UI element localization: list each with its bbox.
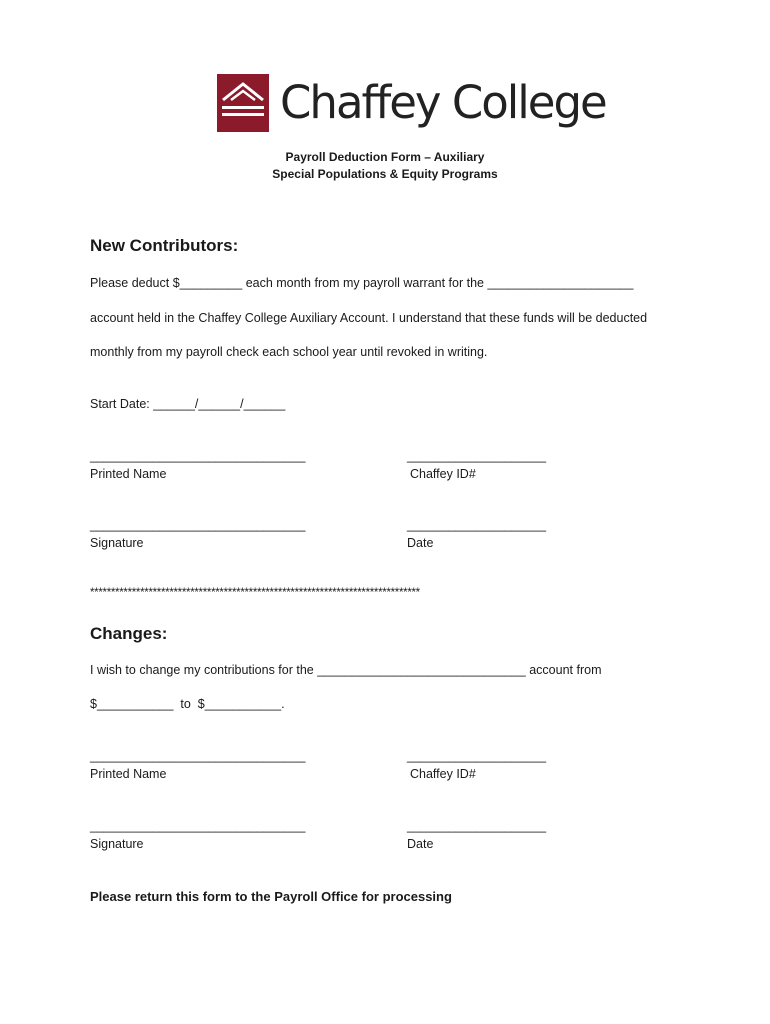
changes-heading: Changes: [90, 624, 168, 643]
separator: ******************************************************************************* [90, 587, 420, 599]
signature-field[interactable]: _______________________________ [90, 819, 306, 833]
date-label: Date [407, 536, 434, 550]
form-title: Payroll Deduction Form – Auxiliary [285, 150, 485, 164]
date-field[interactable]: ____________________ [407, 518, 547, 532]
chaffey-id-label: Chaffey ID# [410, 467, 476, 481]
deduct-line: Please deduct $_________ each month from my payroll warrant for the _____________________ [90, 276, 634, 290]
new-contributors-heading: New Contributors: [90, 236, 239, 255]
signature-label: Signature [90, 837, 144, 851]
change-contributions-line: I wish to change my contributions for the ______________________________ account from [90, 663, 602, 677]
start-date-field[interactable]: Start Date: ______/______/______ [90, 397, 286, 411]
printed-name-field[interactable]: _______________________________ [90, 749, 306, 763]
printed-name-label: Printed Name [90, 767, 167, 781]
date-label: Date [407, 837, 434, 851]
logo-text: Chaffey College [280, 76, 606, 129]
printed-name-field[interactable]: _______________________________ [90, 449, 306, 463]
signature-field[interactable]: _______________________________ [90, 518, 306, 532]
printed-name-label: Printed Name [90, 467, 167, 481]
account-line: account held in the Chaffey College Auxiliary Account. I understand that these funds will be deducted [90, 311, 648, 325]
date-field[interactable]: ____________________ [407, 819, 547, 833]
chaffey-id-field[interactable]: ____________________ [407, 449, 547, 463]
chaffey-id-label: Chaffey ID# [410, 767, 476, 781]
mountain-logo-icon [217, 74, 269, 132]
chaffey-id-field[interactable]: ____________________ [407, 749, 547, 763]
revoke-line: monthly from my payroll check each school year until revoked in writing. [90, 345, 488, 359]
amount-change-line: $___________ to $___________. [90, 697, 285, 711]
return-instruction: Please return this form to the Payroll Office for processing [90, 889, 452, 904]
form-subtitle: Special Populations & Equity Programs [272, 167, 498, 181]
signature-label: Signature [90, 536, 144, 550]
